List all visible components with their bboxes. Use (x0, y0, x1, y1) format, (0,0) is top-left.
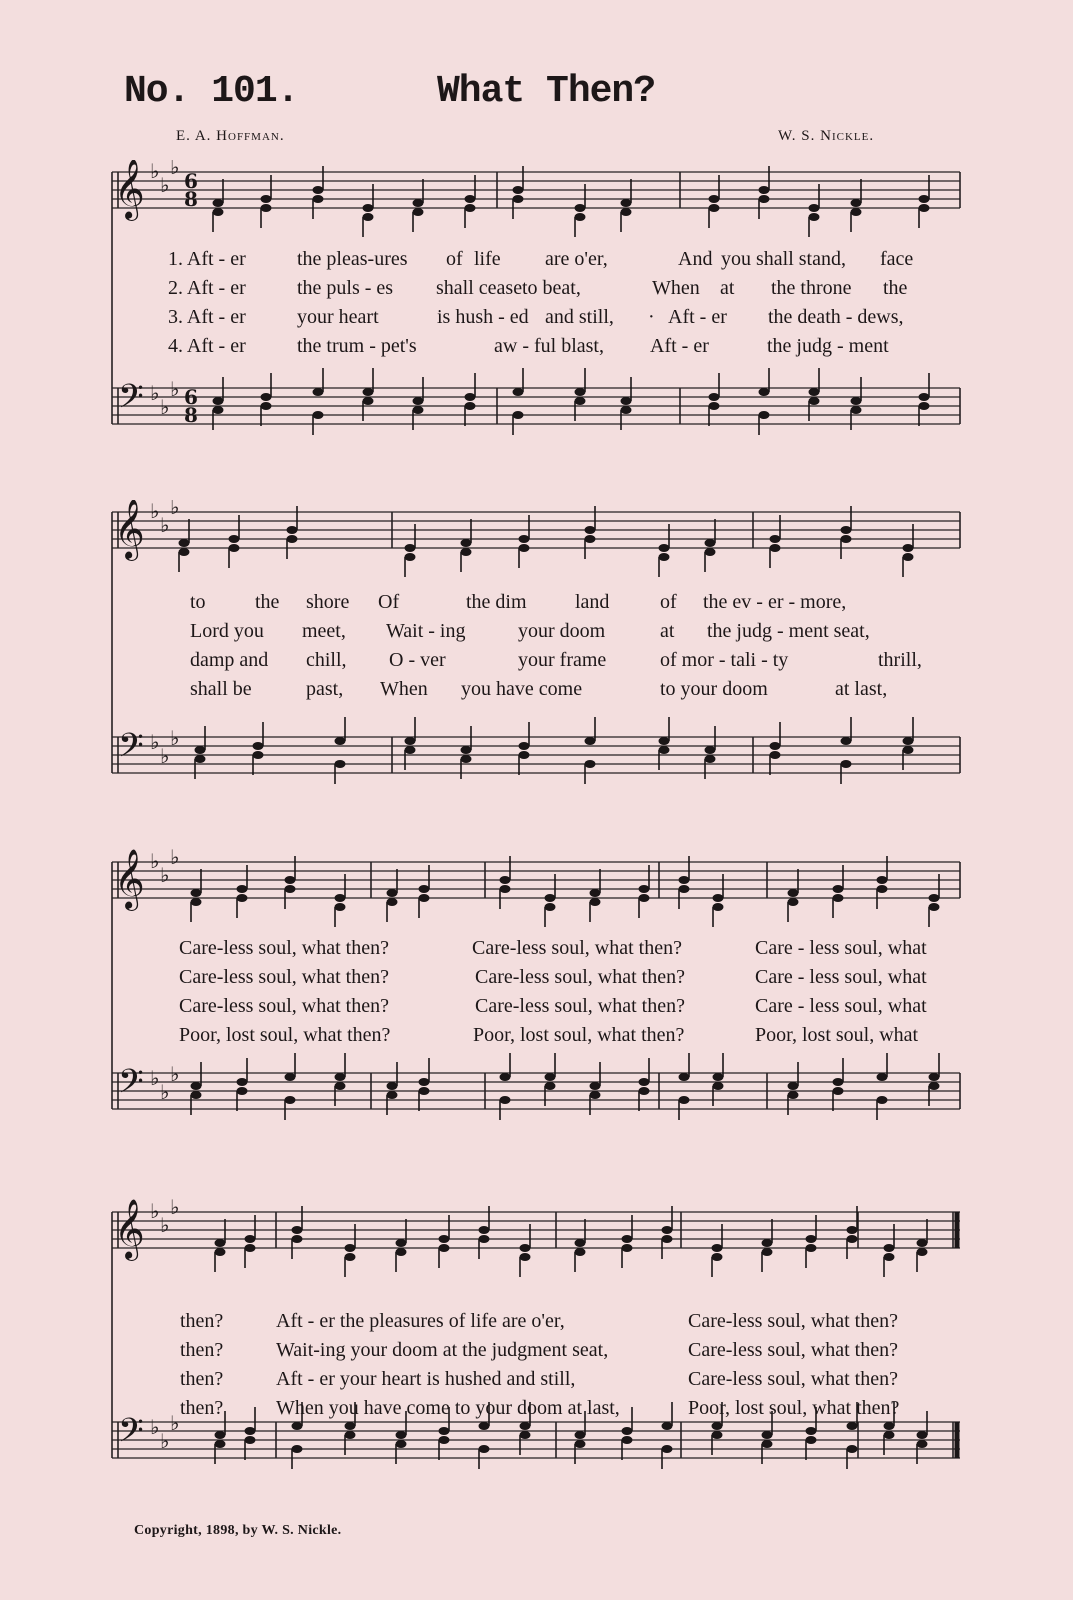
note-head (345, 1244, 356, 1252)
note-head (191, 889, 202, 897)
note-head (335, 894, 346, 902)
note-head (639, 1078, 650, 1086)
note-head (903, 553, 914, 561)
note-head (709, 393, 720, 401)
note-head (545, 1082, 556, 1090)
note-head (387, 1091, 398, 1099)
chorus-line: then? When you have come to your doom at last, Poor, lost soul, what then? (180, 1397, 900, 1419)
note-head (237, 1087, 248, 1095)
note-head (929, 894, 940, 902)
note-head (195, 755, 206, 763)
note-head (639, 885, 650, 893)
note-head (833, 1087, 844, 1095)
note-head (179, 539, 190, 547)
note-head (513, 411, 524, 419)
note-head (585, 535, 596, 543)
note-head (575, 213, 586, 221)
note-head (253, 742, 264, 750)
note-head (622, 1436, 633, 1444)
note-head (770, 535, 781, 543)
treble-staff (112, 845, 960, 927)
note-head (285, 885, 296, 893)
note-head (419, 1087, 430, 1095)
note-head (705, 548, 716, 556)
note-head (465, 195, 476, 203)
flat-icon: ♭ (150, 849, 160, 873)
note-head (847, 1226, 858, 1234)
note-head (405, 746, 416, 754)
copyright-notice: Copyright, 1898, by W. S. Nickle. (134, 1523, 342, 1538)
note-head (191, 1082, 202, 1090)
note-head (519, 751, 530, 759)
note-head (575, 1248, 586, 1256)
flat-icon: ♭ (150, 1066, 160, 1090)
note-head (387, 889, 398, 897)
verse-line: 2. Aft - er the puls - es shall cease to beat, When at the throne the (168, 277, 908, 299)
note-head (585, 760, 596, 768)
note-head (313, 411, 324, 419)
note-head (363, 204, 374, 212)
note-head (575, 1239, 586, 1247)
note-head (439, 1436, 450, 1444)
note-head (313, 195, 324, 203)
note-head (292, 1235, 303, 1243)
note-head (405, 553, 416, 561)
note-head (884, 1244, 895, 1252)
treble-clef-icon: 𝄞 (114, 849, 145, 909)
note-head (621, 199, 632, 207)
note-head (461, 755, 472, 763)
note-head (713, 894, 724, 902)
composer-credit: W. S. Nickle. (778, 128, 875, 144)
flat-icon: ♭ (170, 377, 180, 401)
note-head (335, 760, 346, 768)
chorus-line: then? Aft - er your heart is hushed and still, Care-less soul, what then? (180, 1368, 898, 1390)
flat-icon: ♭ (170, 1411, 180, 1435)
note-head (621, 406, 632, 414)
flat-icon: ♭ (160, 863, 170, 887)
note-head (405, 544, 416, 552)
note-head (261, 204, 272, 212)
flat-icon: ♭ (160, 1080, 170, 1104)
note-head (712, 1431, 723, 1439)
note-head (439, 1235, 450, 1243)
verse-line: shall be past, When you have come to your doom at last, (190, 678, 888, 700)
note-head (659, 746, 670, 754)
note-head (500, 1073, 511, 1081)
note-head (788, 898, 799, 906)
note-head (847, 1235, 858, 1243)
note-head (405, 737, 416, 745)
note-head (413, 406, 424, 414)
note-head (705, 746, 716, 754)
note-head (545, 1073, 556, 1081)
note-head (575, 1431, 586, 1439)
note-head (903, 737, 914, 745)
flat-icon: ♭ (160, 513, 170, 537)
flat-icon: ♭ (160, 395, 170, 419)
note-head (841, 737, 852, 745)
flat-icon: ♭ (150, 381, 160, 405)
note-head (461, 539, 472, 547)
note-head (917, 1239, 928, 1247)
note-head (929, 1082, 940, 1090)
flat-icon: ♭ (170, 1062, 180, 1086)
note-head (237, 894, 248, 902)
note-head (179, 548, 190, 556)
note-head (229, 544, 240, 552)
note-head (519, 535, 530, 543)
flat-icon: ♭ (150, 500, 160, 523)
verse-line: 1. Aft - er the pleas-ures of life are o'er, And you shall stand, face (168, 248, 914, 270)
note-head (762, 1440, 773, 1448)
note-head (465, 402, 476, 410)
chorus-line: Care-less soul, what then? Care-less soul, what then? Care - less soul, what (179, 995, 927, 1017)
note-head (396, 1248, 407, 1256)
note-head (575, 204, 586, 212)
note-head (877, 876, 888, 884)
note-head (590, 1091, 601, 1099)
staff-graphic-1 (0, 160, 1073, 450)
note-head (851, 397, 862, 405)
note-head (419, 885, 430, 893)
note-head (413, 208, 424, 216)
note-head (461, 548, 472, 556)
note-head (759, 411, 770, 419)
flat-icon: ♭ (160, 744, 170, 768)
note-head (806, 1436, 817, 1444)
note-head (261, 402, 272, 410)
note-head (253, 751, 264, 759)
treble-staff (112, 160, 960, 237)
note-head (191, 898, 202, 906)
note-head (500, 885, 511, 893)
note-head (313, 186, 324, 194)
note-head (261, 393, 272, 401)
note-head (215, 1248, 226, 1256)
note-head (884, 1431, 895, 1439)
time-signature-digit: 8 (184, 403, 198, 427)
note-head (229, 535, 240, 543)
time-signature-digit: 6 (184, 385, 198, 409)
note-head (877, 885, 888, 893)
note-head (500, 876, 511, 884)
note-head (335, 1082, 346, 1090)
note-head (292, 1445, 303, 1453)
note-head (287, 526, 298, 534)
note-head (759, 186, 770, 194)
treble-clef-icon: 𝄞 (114, 500, 145, 559)
bass-clef-icon: 𝄢 (118, 1412, 144, 1458)
bass-staff (112, 717, 960, 784)
bass-staff (112, 368, 960, 435)
time-signature-digit: 6 (184, 169, 198, 193)
note-head (662, 1226, 673, 1234)
note-head (833, 894, 844, 902)
note-head (313, 388, 324, 396)
note-head (622, 1244, 633, 1252)
flat-icon: ♭ (170, 845, 180, 869)
note-head (520, 1253, 531, 1261)
flat-icon: ♭ (170, 1195, 180, 1219)
note-head (245, 1235, 256, 1243)
bass-clef-icon: 𝄢 (118, 378, 144, 424)
note-head (285, 1073, 296, 1081)
note-head (833, 885, 844, 893)
note-head (363, 397, 374, 405)
chorus-line: then? Wait-ing your doom at the judgment seat, Care-less soul, what then? (180, 1339, 898, 1361)
verse-line: damp and chill, O - ver your frame of mor - tali - ty thrill, (190, 649, 922, 671)
note-head (679, 876, 690, 884)
note-head (590, 889, 601, 897)
note-head (762, 1431, 773, 1439)
chorus-line: Poor, lost soul, what then? Poor, lost soul, what then? Poor, lost soul, what (179, 1024, 919, 1046)
note-head (662, 1445, 673, 1453)
note-head (713, 1082, 724, 1090)
note-head (439, 1244, 450, 1252)
note-head (770, 742, 781, 750)
flat-icon: ♭ (160, 173, 170, 197)
note-head (335, 737, 346, 745)
note-head (363, 388, 374, 396)
note-head (662, 1235, 673, 1243)
note-head (590, 898, 601, 906)
treble-staff (112, 500, 960, 577)
note-head (396, 1431, 407, 1439)
verse-line: 4. Aft - er the trum - pet's aw - ful blast, Aft - er the judg - ment (168, 335, 889, 357)
note-head (712, 1253, 723, 1261)
note-head (519, 742, 530, 750)
note-head (396, 1440, 407, 1448)
note-head (659, 553, 670, 561)
note-head (215, 1239, 226, 1247)
note-head (759, 388, 770, 396)
note-head (479, 1445, 490, 1453)
flat-icon: ♭ (150, 730, 160, 754)
note-head (809, 397, 820, 405)
note-head (590, 1082, 601, 1090)
note-head (520, 1244, 531, 1252)
note-head (575, 1440, 586, 1448)
note-head (788, 1091, 799, 1099)
verse-line: 3. Aft - er your heart is hush - ed and still, · Aft - er the death - dews, (168, 306, 904, 328)
note-head (639, 1087, 650, 1095)
note-head (712, 1244, 723, 1252)
note-head (419, 1078, 430, 1086)
note-head (917, 1248, 928, 1256)
note-head (847, 1445, 858, 1453)
hymn-number: No. 101. (124, 70, 299, 113)
note-head (809, 388, 820, 396)
note-head (762, 1248, 773, 1256)
note-head (285, 1096, 296, 1104)
note-head (639, 894, 650, 902)
note-head (575, 397, 586, 405)
note-head (387, 898, 398, 906)
note-head (919, 393, 930, 401)
note-head (261, 195, 272, 203)
note-head (396, 1239, 407, 1247)
note-head (679, 1073, 690, 1081)
note-head (788, 1082, 799, 1090)
note-head (519, 544, 530, 552)
flat-icon: ♭ (160, 1429, 170, 1453)
note-head (841, 526, 852, 534)
chorus-line: Care-less soul, what then? Care-less soul, what then? Care - less soul, what (179, 966, 927, 988)
note-head (245, 1244, 256, 1252)
note-head (335, 903, 346, 911)
note-head (513, 388, 524, 396)
verse-line: Lord you meet, Wait - ing your doom at the judg - ment seat, (190, 620, 870, 642)
flat-icon: ♭ (170, 726, 180, 750)
note-head (762, 1239, 773, 1247)
note-head (285, 876, 296, 884)
note-head (851, 208, 862, 216)
note-head (513, 195, 524, 203)
note-head (705, 539, 716, 547)
note-head (917, 1431, 928, 1439)
note-head (287, 535, 298, 543)
flat-icon: ♭ (150, 1415, 160, 1439)
note-head (713, 903, 724, 911)
note-head (215, 1440, 226, 1448)
note-head (335, 1073, 346, 1081)
note-head (709, 204, 720, 212)
note-head (292, 1226, 303, 1234)
note-head (461, 746, 472, 754)
flat-icon: ♭ (160, 1213, 170, 1237)
note-head (585, 526, 596, 534)
bass-staff (112, 1053, 960, 1120)
note-head (500, 1096, 511, 1104)
note-head (213, 208, 224, 216)
note-head (237, 1078, 248, 1086)
chorus-line: then? Aft - er the pleasures of life are o'er, Care-less soul, what then? (180, 1310, 898, 1332)
note-head (841, 535, 852, 543)
note-head (345, 1253, 356, 1261)
note-head (713, 1073, 724, 1081)
note-head (788, 889, 799, 897)
lyricist-credit: E. A. Hoffman. (176, 128, 285, 144)
note-head (465, 204, 476, 212)
note-head (622, 1235, 633, 1243)
note-head (363, 213, 374, 221)
note-head (621, 208, 632, 216)
note-head (195, 746, 206, 754)
note-head (679, 885, 690, 893)
flat-icon: ♭ (170, 500, 180, 519)
note-head (806, 1235, 817, 1243)
hymn-title: What Then? (437, 70, 656, 113)
note-head (245, 1436, 256, 1444)
note-head (439, 1427, 450, 1435)
note-head (621, 397, 632, 405)
note-head (413, 397, 424, 405)
treble-clef-icon: 𝄞 (114, 160, 145, 219)
note-head (709, 195, 720, 203)
note-head (770, 751, 781, 759)
note-head (809, 213, 820, 221)
flat-icon: ♭ (170, 160, 180, 179)
note-head (622, 1427, 633, 1435)
note-head (213, 406, 224, 414)
note-head (575, 388, 586, 396)
note-head (806, 1244, 817, 1252)
note-head (919, 204, 930, 212)
flat-icon: ♭ (150, 160, 160, 183)
note-head (245, 1427, 256, 1435)
note-head (841, 760, 852, 768)
note-head (387, 1082, 398, 1090)
bass-clef-icon: 𝄢 (118, 727, 144, 773)
verse-line: to the shore Of the dim land of the ev - er - more, (190, 591, 847, 613)
note-head (884, 1253, 895, 1261)
note-head (877, 1073, 888, 1081)
note-head (213, 397, 224, 405)
treble-staff (112, 1195, 960, 1277)
note-head (917, 1440, 928, 1448)
note-head (479, 1235, 490, 1243)
note-head (759, 195, 770, 203)
flat-icon: ♭ (150, 1199, 160, 1223)
note-head (851, 199, 862, 207)
note-head (929, 1073, 940, 1081)
note-head (213, 199, 224, 207)
note-head (545, 894, 556, 902)
note-head (709, 402, 720, 410)
note-head (770, 544, 781, 552)
note-head (419, 894, 430, 902)
music-system-1 (0, 160, 1073, 450)
note-head (413, 199, 424, 207)
note-head (679, 1096, 690, 1104)
note-head (659, 544, 670, 552)
note-head (833, 1078, 844, 1086)
note-head (919, 195, 930, 203)
note-head (520, 1431, 531, 1439)
note-head (545, 903, 556, 911)
note-head (851, 406, 862, 414)
note-head (806, 1427, 817, 1435)
note-head (465, 393, 476, 401)
note-head (479, 1226, 490, 1234)
note-head (215, 1431, 226, 1439)
note-head (191, 1091, 202, 1099)
note-head (659, 737, 670, 745)
treble-clef-icon: 𝄞 (114, 1199, 145, 1259)
chorus-line: Care-less soul, what then? Care-less soul, what then? Care - less soul, what (179, 937, 927, 959)
bass-clef-icon: 𝄢 (118, 1063, 144, 1109)
note-head (929, 903, 940, 911)
note-head (903, 544, 914, 552)
note-head (877, 1096, 888, 1104)
time-signature-digit: 8 (184, 187, 198, 211)
note-head (705, 755, 716, 763)
note-head (237, 885, 248, 893)
note-head (903, 746, 914, 754)
note-head (585, 737, 596, 745)
note-head (919, 402, 930, 410)
note-head (513, 186, 524, 194)
note-head (345, 1431, 356, 1439)
note-head (809, 204, 820, 212)
